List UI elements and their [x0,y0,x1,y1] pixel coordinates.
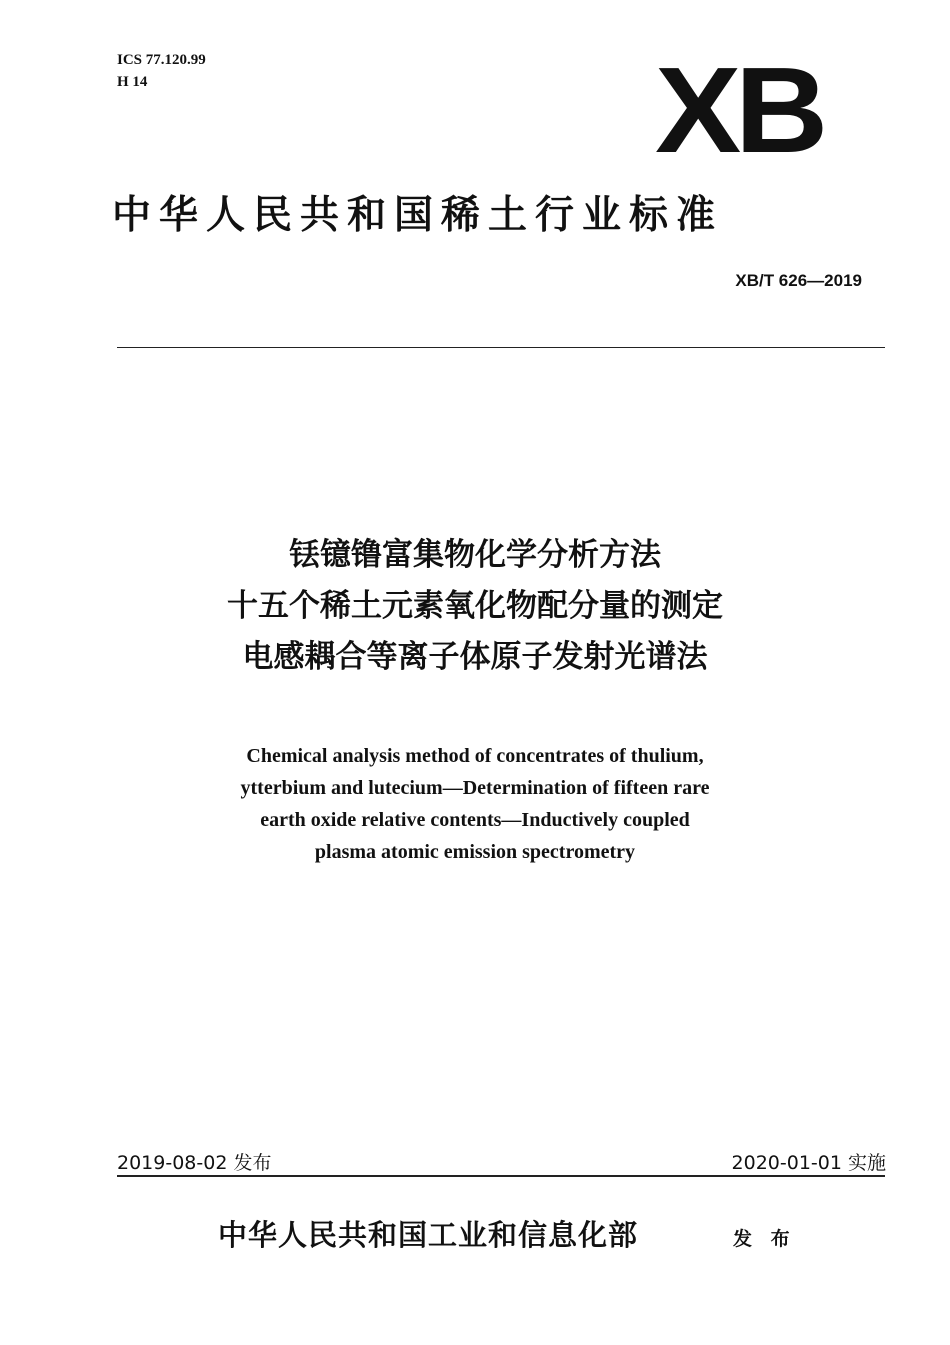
english-title [60,740,890,868]
industry-standard-title: 中华人民共和国稀土行业标准 [112,193,724,238]
chinese-title [60,530,890,683]
issuing-authority: 中华人民共和国工业和信息化部 [218,1218,639,1252]
header-divider [117,347,885,348]
ics-code: ICS 77.120.99 [117,52,206,68]
english-title-line-1: Chemical analysis method of concentrates of thulium, [246,745,704,767]
issue-label: 发 布 [733,1228,796,1250]
standard-code: XB/T 626—2019 [735,271,862,290]
english-title-line-3: earth oxide relative contents—Inductively coupled [260,809,690,831]
footer-divider [117,1175,885,1177]
implementation-date: 2020-01-01 实施 [731,1152,886,1174]
chinese-title-line-2: 十五个稀土元素氧化物配分量的测定 [227,588,723,624]
chinese-title-line-3: 电感耦合等离子体原子发射光谱法 [242,639,708,675]
xb-logo: XB [655,42,822,178]
english-title-line-4: plasma atomic emission spectrometry [314,841,636,863]
ccs-code: H 14 [117,74,148,90]
english-title-line-2: ytterbium and lutecium—Determination of fifteen rare [240,777,710,799]
chinese-title-line-1: 铥镱镥富集物化学分析方法 [289,537,661,573]
classification-codes [117,50,206,94]
issue-date: 2019-08-02 发布 [117,1152,272,1174]
